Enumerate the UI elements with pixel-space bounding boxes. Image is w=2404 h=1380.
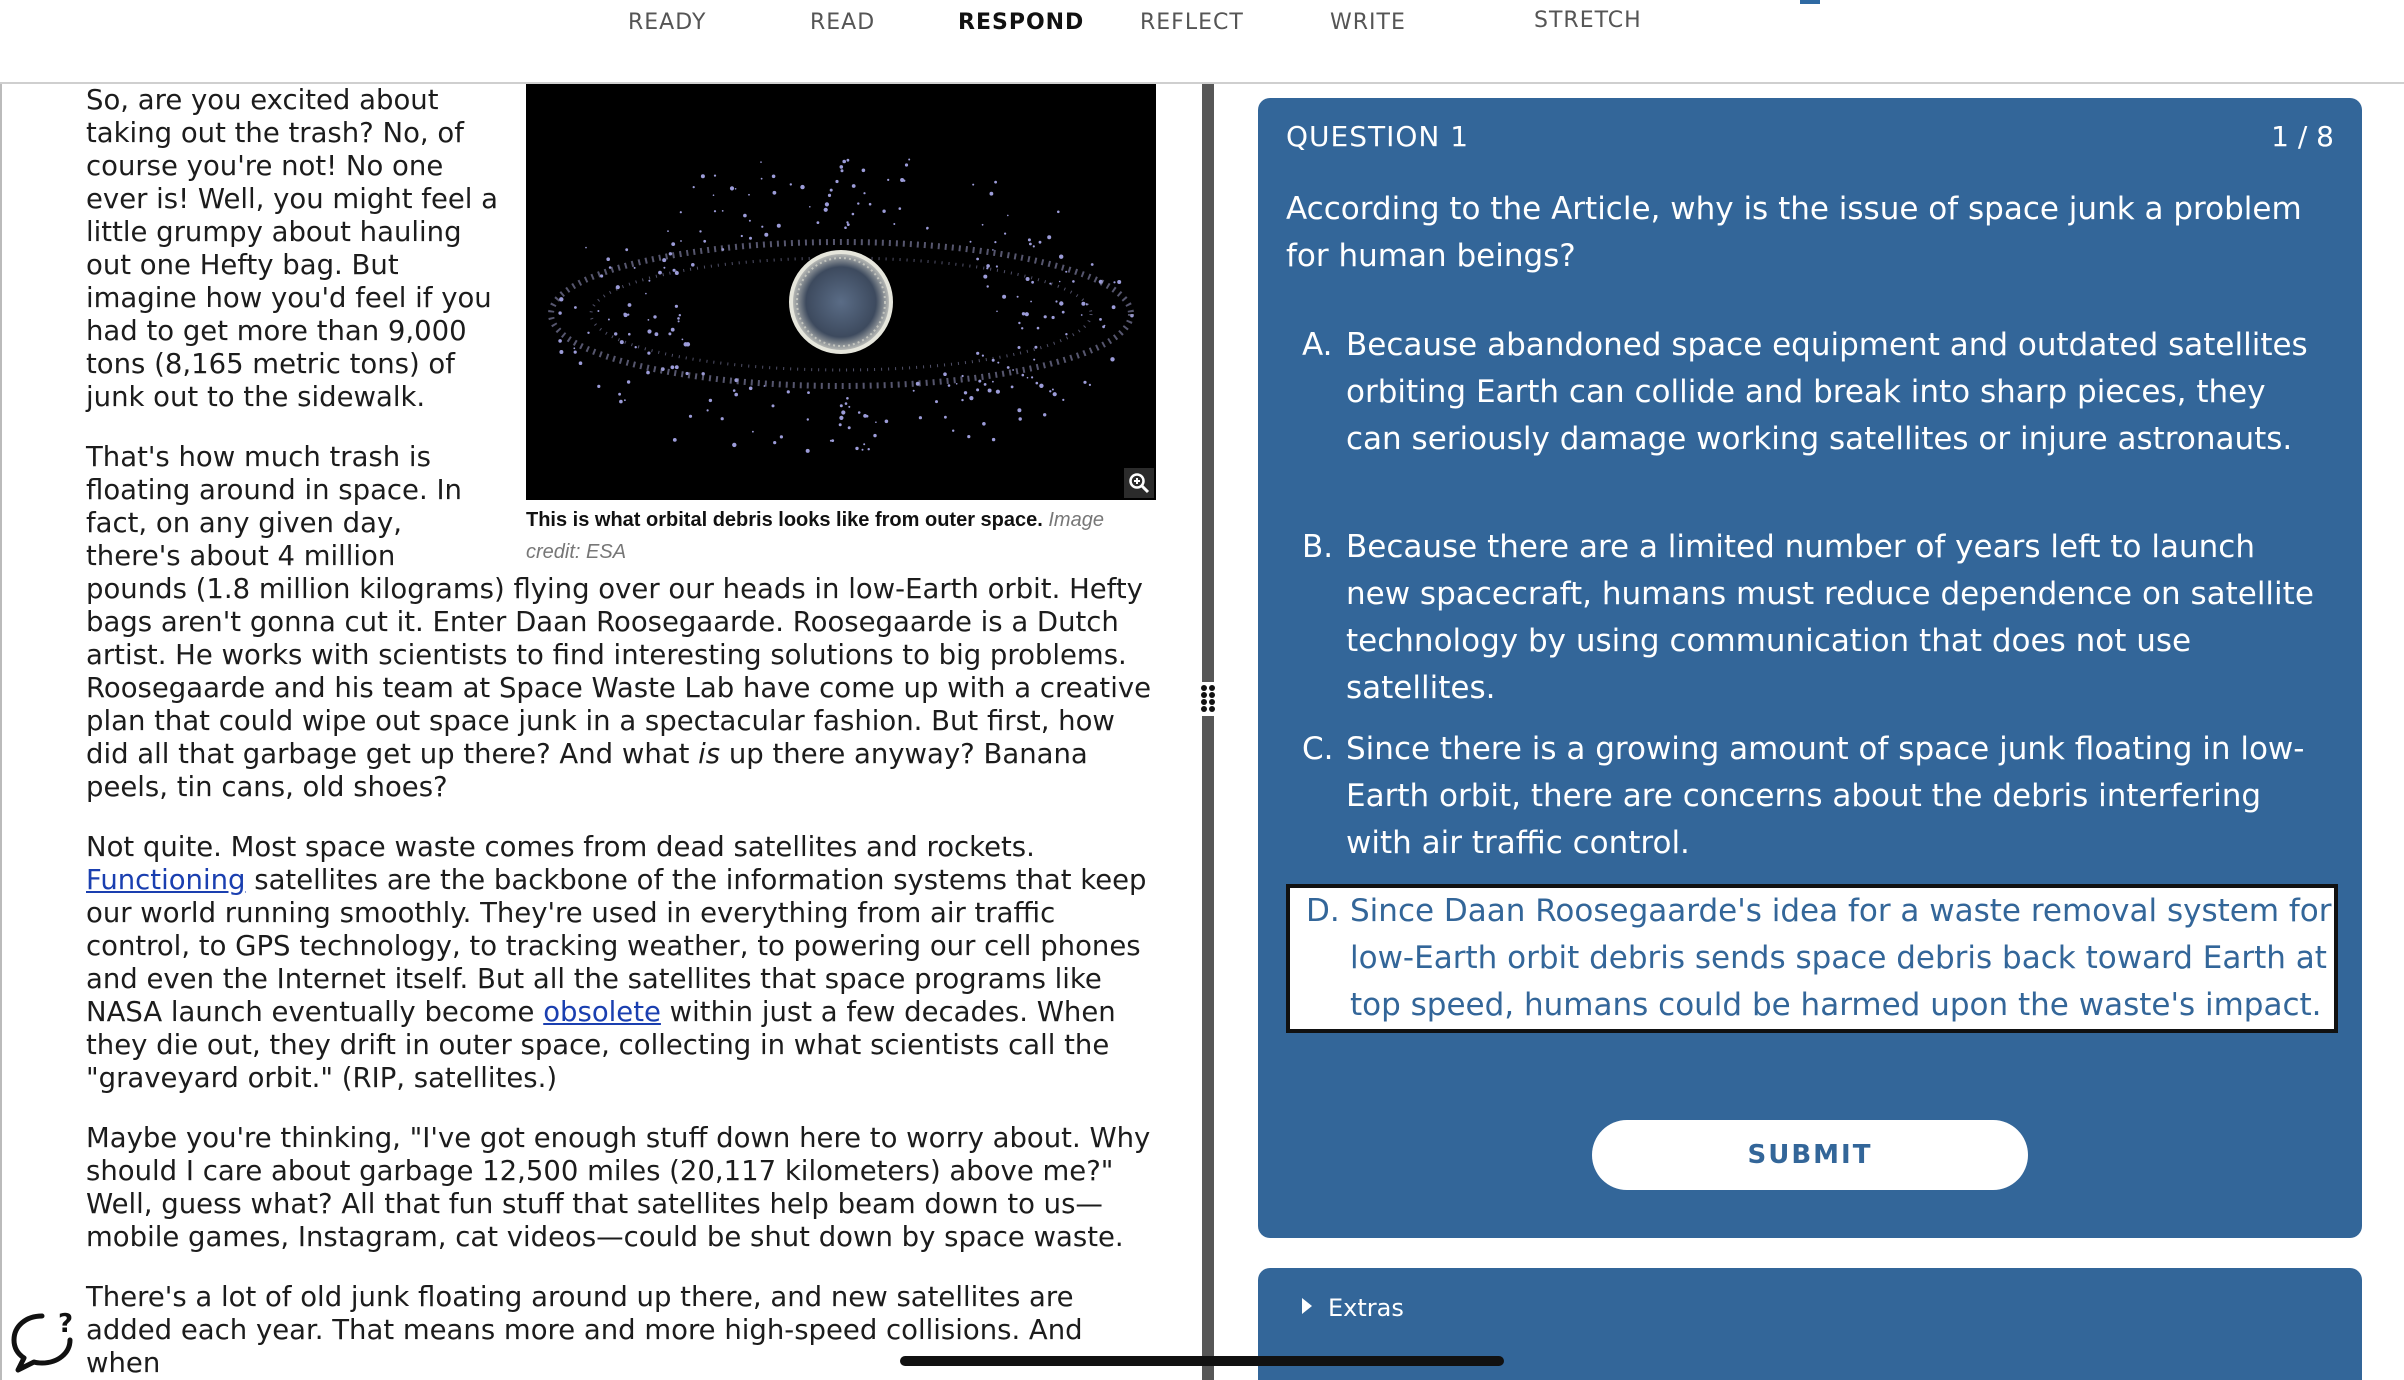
- debris-dot: [558, 311, 561, 314]
- choice-text: Because abandoned space equipment and outdated satellites orbiting Earth can collide and break into sharp pieces, they can seriously damage working satellites or injure astronauts.: [1346, 327, 2308, 457]
- debris-dot: [846, 397, 849, 400]
- debris-dot: [817, 221, 820, 224]
- debris-dot: [735, 188, 737, 190]
- debris-dot: [733, 389, 736, 392]
- debris-dot: [983, 275, 987, 279]
- debris-dot: [809, 206, 811, 208]
- tab-respond[interactable]: RESPOND: [958, 10, 1085, 35]
- debris-dot: [1110, 357, 1114, 361]
- debris-dot: [559, 297, 563, 301]
- debris-dot: [777, 224, 781, 228]
- answer-choice-c[interactable]: [1286, 726, 2316, 867]
- debris-dot: [1089, 384, 1091, 386]
- debris-dot: [935, 400, 938, 403]
- debris-dot: [807, 418, 809, 420]
- debris-dot: [691, 263, 695, 267]
- debris-dot: [1049, 390, 1051, 392]
- debris-dot: [990, 192, 994, 196]
- debris-dot: [987, 285, 989, 287]
- tab-ready[interactable]: READY: [628, 10, 707, 35]
- debris-dot: [1112, 305, 1116, 309]
- debris-dot: [1043, 413, 1046, 416]
- debris-dot: [628, 333, 631, 336]
- debris-dot: [847, 223, 850, 226]
- debris-dot: [597, 385, 600, 388]
- debris-dot: [988, 389, 992, 393]
- debris-dot: [1065, 271, 1067, 273]
- debris-dot: [848, 406, 850, 408]
- debris-dot: [825, 202, 829, 206]
- paragraph-3-text: satellites are the backbone of the information systems that keep our world running smoothly. They're used in everything from air traffic control, to GPS technology, to tracking weather, to powering our cell phones and even the Internet itself. But all the satellites that space programs like NASA launch eventually become: [86, 864, 1147, 1028]
- debris-dot: [618, 393, 621, 396]
- debris-dot: [1065, 333, 1067, 335]
- debris-dot: [1039, 241, 1042, 244]
- article-body: [86, 84, 1156, 1380]
- debris-dot: [857, 202, 859, 204]
- obsolete-link[interactable]: obsolete: [543, 996, 661, 1028]
- debris-dot: [1072, 280, 1075, 283]
- question-counter: 1 / 8: [2271, 120, 2334, 153]
- debris-dot: [1059, 255, 1063, 259]
- debris-dot: [574, 306, 577, 309]
- debris-dot: [982, 224, 984, 226]
- debris-dot: [558, 339, 562, 343]
- debris-dot: [625, 248, 628, 251]
- debris-dot: [1099, 318, 1102, 321]
- drag-handle-icon[interactable]: [1198, 682, 1218, 716]
- debris-dot: [743, 214, 747, 218]
- debris-dot: [1117, 280, 1121, 284]
- debris-dot: [852, 213, 855, 216]
- debris-dot: [722, 210, 724, 212]
- space-debris-image[interactable]: [526, 84, 1156, 500]
- debris-dot: [844, 226, 847, 229]
- debris-dot: [655, 332, 659, 336]
- debris-dot: [919, 416, 922, 419]
- debris-dot: [680, 211, 682, 213]
- debris-dot: [573, 347, 575, 349]
- debris-dot: [620, 340, 624, 344]
- choice-text: Since there is a growing amount of space junk floating in low-Earth orbit, there are concerns about the debris interfering with air traffic control.: [1346, 731, 2305, 861]
- debris-dot: [675, 305, 678, 308]
- debris-dot: [848, 426, 851, 429]
- debris-dot: [1011, 386, 1014, 389]
- debris-dot: [967, 435, 970, 438]
- debris-dot: [701, 174, 705, 178]
- debris-dot: [730, 186, 734, 190]
- debris-dot: [840, 165, 844, 169]
- top-nav: [0, 0, 2404, 84]
- debris-dot: [1059, 281, 1061, 283]
- answer-choice-d[interactable]: [1286, 884, 2338, 1033]
- debris-dot: [653, 315, 656, 318]
- debris-dot: [852, 184, 856, 188]
- debris-dot: [667, 230, 669, 232]
- debris-dot: [646, 371, 650, 375]
- debris-dot: [645, 293, 647, 295]
- figure-caption: [526, 500, 1156, 568]
- debris-dot: [984, 383, 987, 386]
- debris-dot: [703, 240, 706, 243]
- debris-dot: [1081, 314, 1083, 316]
- debris-dot: [1053, 392, 1057, 396]
- debris-dot: [1019, 417, 1022, 420]
- paragraph-2-emphasis: is: [698, 738, 721, 770]
- debris-dot: [673, 269, 676, 272]
- debris-dot: [699, 230, 701, 232]
- debris-dot: [787, 390, 790, 393]
- debris-dot: [709, 399, 712, 402]
- debris-dot: [606, 257, 610, 261]
- pane-divider[interactable]: [1202, 84, 1214, 1380]
- debris-dot: [840, 404, 843, 407]
- debris-dot: [587, 332, 589, 334]
- debris-dot: [773, 441, 776, 444]
- debris-dot: [1052, 316, 1055, 319]
- debris-dot: [680, 240, 682, 242]
- caption-text: This is what orbital debris looks like from outer space.: [526, 509, 1043, 531]
- debris-dot: [749, 387, 753, 391]
- debris-dot: [900, 178, 904, 182]
- debris-dot: [800, 185, 804, 189]
- debris-dot: [992, 438, 995, 441]
- debris-dot: [1062, 399, 1064, 401]
- debris-dot: [982, 355, 984, 357]
- debris-dot: [663, 267, 665, 269]
- debris-dot: [713, 194, 715, 196]
- debris-dot: [807, 391, 810, 394]
- choice-letter: A.: [1302, 327, 1333, 363]
- debris-dot: [1027, 377, 1029, 379]
- debris-dot: [790, 183, 792, 185]
- debris-dot: [908, 159, 910, 161]
- debris-dot: [956, 383, 958, 385]
- debris-dot: [970, 241, 972, 243]
- tab-stretch[interactable]: STRETCH: [1534, 8, 1642, 33]
- tab-read[interactable]: READ: [810, 10, 876, 35]
- debris-dot: [994, 181, 997, 184]
- debris-dot: [647, 352, 650, 355]
- debris-dot: [648, 319, 650, 321]
- debris-dot: [634, 267, 636, 269]
- debris-dot: [972, 184, 974, 186]
- debris-dot: [855, 447, 858, 450]
- paragraph-2-text: That's how much trash is floating around in space. In fact, on any given day, there's about 4 million pounds (1.8 million kilograms) flying over our heads in low-Earth orbit. Hefty bags aren't gonna cut it. Enter Daan Roosegaarde. Roosegaarde is a Dutch artist. He works with scientists to find interesting solutions to big problems. Roosegaarde and his team at Space Waste Lab have come up with a creative plan that could wipe out space junk in a spectacular fashion. But first, how did all that garbage get up there? And what: [86, 441, 1152, 770]
- paragraph-3-lead: Not quite. Most space waste comes from dead satellites and rockets.: [86, 831, 1035, 863]
- debris-dot: [658, 271, 662, 275]
- submit-button[interactable]: SUBMIT: [1592, 1120, 2028, 1190]
- tab-write[interactable]: WRITE: [1330, 10, 1406, 35]
- svg-text:?: ?: [58, 1309, 74, 1339]
- debris-dot: [741, 235, 743, 237]
- debris-dot: [671, 328, 675, 332]
- debris-dot: [1091, 263, 1094, 266]
- tab-indicator: [1800, 0, 1820, 4]
- debris-dot: [841, 169, 844, 172]
- debris-dot: [671, 242, 675, 246]
- debris-dot: [585, 247, 587, 249]
- debris-dot: [1037, 327, 1040, 330]
- debris-dot: [671, 365, 675, 369]
- debris-dot: [1026, 277, 1030, 281]
- home-indicator: [900, 1356, 1504, 1366]
- debris-dot: [1104, 325, 1106, 327]
- debris-dot: [882, 210, 885, 213]
- debris-dot: [608, 319, 610, 321]
- debris-dot: [839, 423, 842, 426]
- choice-text: Since Daan Roosegaarde's idea for a waste removal system for low-Earth orbit debris sends space debris back toward Earth at top speed, humans could be harmed upon the waste's impact.: [1350, 893, 2332, 1023]
- debris-dot: [1017, 408, 1021, 412]
- debris-dot: [893, 223, 895, 225]
- debris-dot: [875, 421, 877, 423]
- debris-dot: [992, 249, 994, 251]
- debris-dot: [721, 417, 724, 420]
- article-paragraph-1: So, are you excited about taking out the trash? No, of course you're not! No one ever is! Well, you might feel a little grumpy about hauling out one Hefty bag. But imagine how you'd feel if you had to get more than 9,000 tons (8,165 metric tons) of junk out to the sidewalk.: [86, 84, 499, 413]
- tab-reflect[interactable]: REFLECT: [1140, 10, 1244, 35]
- debris-dot: [952, 430, 954, 432]
- debris-dot: [964, 391, 967, 394]
- debris-dot: [648, 280, 650, 282]
- debris-dot: [1033, 359, 1035, 361]
- debris-dot: [679, 314, 681, 316]
- debris-dot: [1028, 238, 1031, 241]
- debris-dot: [628, 303, 632, 307]
- debris-dot: [1025, 312, 1029, 316]
- debris-dot: [839, 416, 843, 420]
- article-paragraph-4: Maybe you're thinking, "I've got enough stuff down here to worry about. Why should I care about garbage 12,500 miles (20,117 kilometers) above me?" Well, guess what? All that fun stuff that satellites help beam down to us—mobile games, Instagram, cat videos—could be shut down by space waste.: [86, 1122, 1151, 1253]
- debris-dot: [761, 226, 763, 228]
- article-paragraph-5: There's a lot of old junk floating around up there, and new satellites are added each year. That means more and more high-speed collisions. And when: [86, 1281, 1083, 1379]
- debris-dot: [668, 332, 671, 335]
- debris-dot: [1002, 295, 1006, 299]
- debris-dot: [714, 210, 716, 212]
- debris-dot: [677, 317, 680, 320]
- debris-dot: [1057, 211, 1060, 214]
- article-paragraph-3: [86, 831, 1156, 1095]
- debris-dot: [1034, 346, 1037, 349]
- debris-dot: [978, 380, 981, 383]
- debris-dot: [623, 313, 626, 316]
- debris-dot: [662, 258, 666, 262]
- debris-dot: [830, 189, 833, 192]
- debris-dot: [862, 449, 864, 451]
- debris-dot: [748, 194, 750, 196]
- debris-dot: [926, 227, 929, 230]
- debris-dot: [707, 409, 709, 411]
- debris-dot: [943, 372, 947, 376]
- debris-dot: [574, 351, 577, 354]
- debris-dot: [830, 440, 832, 442]
- debris-dot: [760, 161, 762, 163]
- debris-dot: [846, 221, 848, 223]
- debris-dot: [1022, 312, 1025, 315]
- question-number: QUESTION 1: [1286, 120, 1470, 153]
- paragraph-2-text-after: up there anyway? Banana peels, tin cans, old shoes?: [86, 738, 1088, 803]
- answer-choice-b[interactable]: [1286, 524, 2316, 712]
- debris-dot: [835, 180, 838, 183]
- debris-dot: [678, 320, 680, 322]
- debris-dot: [627, 380, 630, 383]
- debris-dot: [986, 264, 990, 268]
- debris-dot: [1018, 346, 1021, 349]
- debris-dot: [913, 390, 915, 392]
- debris-dot: [1036, 382, 1039, 385]
- debris-dot: [997, 362, 999, 364]
- debris-dot: [862, 169, 866, 173]
- debris-dot: [841, 410, 845, 414]
- magnifier-plus-icon[interactable]: [1124, 468, 1154, 498]
- debris-dot: [673, 438, 677, 442]
- debris-dot: [996, 311, 998, 313]
- choice-letter: B.: [1302, 529, 1334, 565]
- debris-dot: [863, 192, 865, 194]
- debris-dot: [682, 339, 684, 341]
- debris-dot: [842, 160, 846, 164]
- debris-dot: [764, 233, 768, 237]
- question-card: [1258, 98, 2362, 1238]
- debris-dot: [869, 203, 872, 206]
- debris-dot: [714, 175, 716, 177]
- debris-dot: [887, 179, 889, 181]
- debris-dot: [1049, 283, 1051, 285]
- debris-dot: [773, 191, 777, 195]
- debris-dot: [873, 434, 876, 437]
- debris-dot: [579, 361, 583, 365]
- debris-dot: [976, 258, 979, 261]
- debris-dot: [1031, 281, 1034, 284]
- debris-dot: [749, 220, 751, 222]
- choice-text: Because there are a limited number of years left to launch new spacecraft, humans must reduce dependence on satellite technology by using communication that does not use satellites.: [1346, 529, 2314, 706]
- debris-dot: [868, 448, 870, 450]
- chat-question-icon[interactable]: [6, 1302, 78, 1374]
- debris-dot: [976, 352, 979, 355]
- debris-dot: [1062, 311, 1065, 314]
- functioning-link[interactable]: Functioning: [86, 864, 246, 896]
- debris-dot: [559, 350, 563, 354]
- debris-dot: [675, 365, 679, 369]
- debris-dot: [1055, 300, 1057, 302]
- debris-dot: [1033, 245, 1035, 247]
- debris-dot: [885, 420, 889, 424]
- debris-dot: [597, 310, 599, 312]
- debris-dot: [899, 207, 902, 210]
- answer-choice-a[interactable]: [1286, 322, 2316, 463]
- debris-dot: [761, 178, 763, 180]
- debris-dot: [693, 186, 695, 188]
- debris-dot: [1029, 243, 1032, 246]
- debris-dot: [961, 399, 963, 401]
- debris-dot: [948, 384, 951, 387]
- debris-dot: [1012, 369, 1014, 371]
- debris-dot: [624, 399, 626, 401]
- debris-dot: [996, 265, 998, 267]
- debris-dot: [858, 411, 861, 414]
- debris-dot: [669, 252, 672, 255]
- orbital-debris-illustration: [526, 84, 1156, 500]
- paragraph-3-text-after: within just a few decades. When they die out, they drift in outer space, collecting in what scientists call the "graveyard orbit." (RIP, satellites.): [86, 996, 1116, 1094]
- debris-dot: [614, 332, 617, 335]
- caption-credit: Image credit: ESA: [526, 509, 1104, 563]
- debris-dot: [1018, 322, 1020, 324]
- debris-dot: [982, 422, 986, 426]
- debris-dot: [647, 329, 651, 333]
- debris-dot: [772, 404, 775, 407]
- debris-dot: [619, 400, 623, 404]
- choice-letter: C.: [1302, 731, 1334, 767]
- debris-dot: [1017, 296, 1019, 298]
- debris-dot: [1031, 376, 1033, 378]
- debris-dot: [996, 390, 1000, 394]
- debris-dot: [1047, 235, 1051, 239]
- debris-dot: [1083, 381, 1086, 384]
- debris-dot: [686, 342, 690, 346]
- debris-dot: [780, 435, 783, 438]
- debris-dot: [905, 163, 908, 166]
- debris-dot: [828, 194, 831, 197]
- debris-dot: [627, 314, 629, 316]
- extras-label: Extras: [1328, 1294, 1404, 1322]
- debris-dot: [1044, 315, 1047, 318]
- question-prompt: According to the Article, why is the issue of space junk a problem for human beings?: [1286, 191, 2302, 274]
- debris-dot: [1059, 301, 1063, 305]
- caret-right-icon: [1302, 1298, 1312, 1314]
- debris-dot: [969, 396, 973, 400]
- choice-letter: D.: [1306, 893, 1340, 929]
- debris-dot: [1113, 281, 1115, 283]
- debris-dot: [866, 415, 869, 418]
- debris-dot: [1052, 389, 1054, 391]
- debris-dot: [1007, 215, 1009, 217]
- debris-dot: [749, 237, 752, 240]
- debris-dot: [944, 416, 947, 419]
- debris-dot: [1030, 301, 1032, 303]
- debris-dot: [772, 175, 776, 179]
- debris-dot: [1021, 327, 1023, 329]
- debris-dot: [1007, 366, 1010, 369]
- debris-dot: [635, 346, 637, 348]
- debris-dot: [863, 443, 865, 445]
- debris-dot: [1081, 302, 1085, 306]
- debris-dot: [976, 388, 979, 391]
- debris-dot: [847, 159, 850, 162]
- debris-dot: [734, 393, 738, 397]
- debris-dot: [992, 381, 994, 383]
- debris-dot: [994, 241, 996, 243]
- debris-dot: [824, 208, 828, 212]
- debris-dot: [732, 443, 736, 447]
- article-pane[interactable]: [0, 84, 1202, 1380]
- debris-dot: [806, 449, 810, 453]
- debris-dot: [845, 402, 848, 405]
- debris-dot: [1004, 233, 1006, 235]
- debris-dot: [689, 415, 692, 418]
- debris-dot: [752, 431, 754, 433]
- article-figure: [526, 84, 1156, 568]
- debris-dot: [1022, 374, 1025, 377]
- debris-dot: [1039, 384, 1043, 388]
